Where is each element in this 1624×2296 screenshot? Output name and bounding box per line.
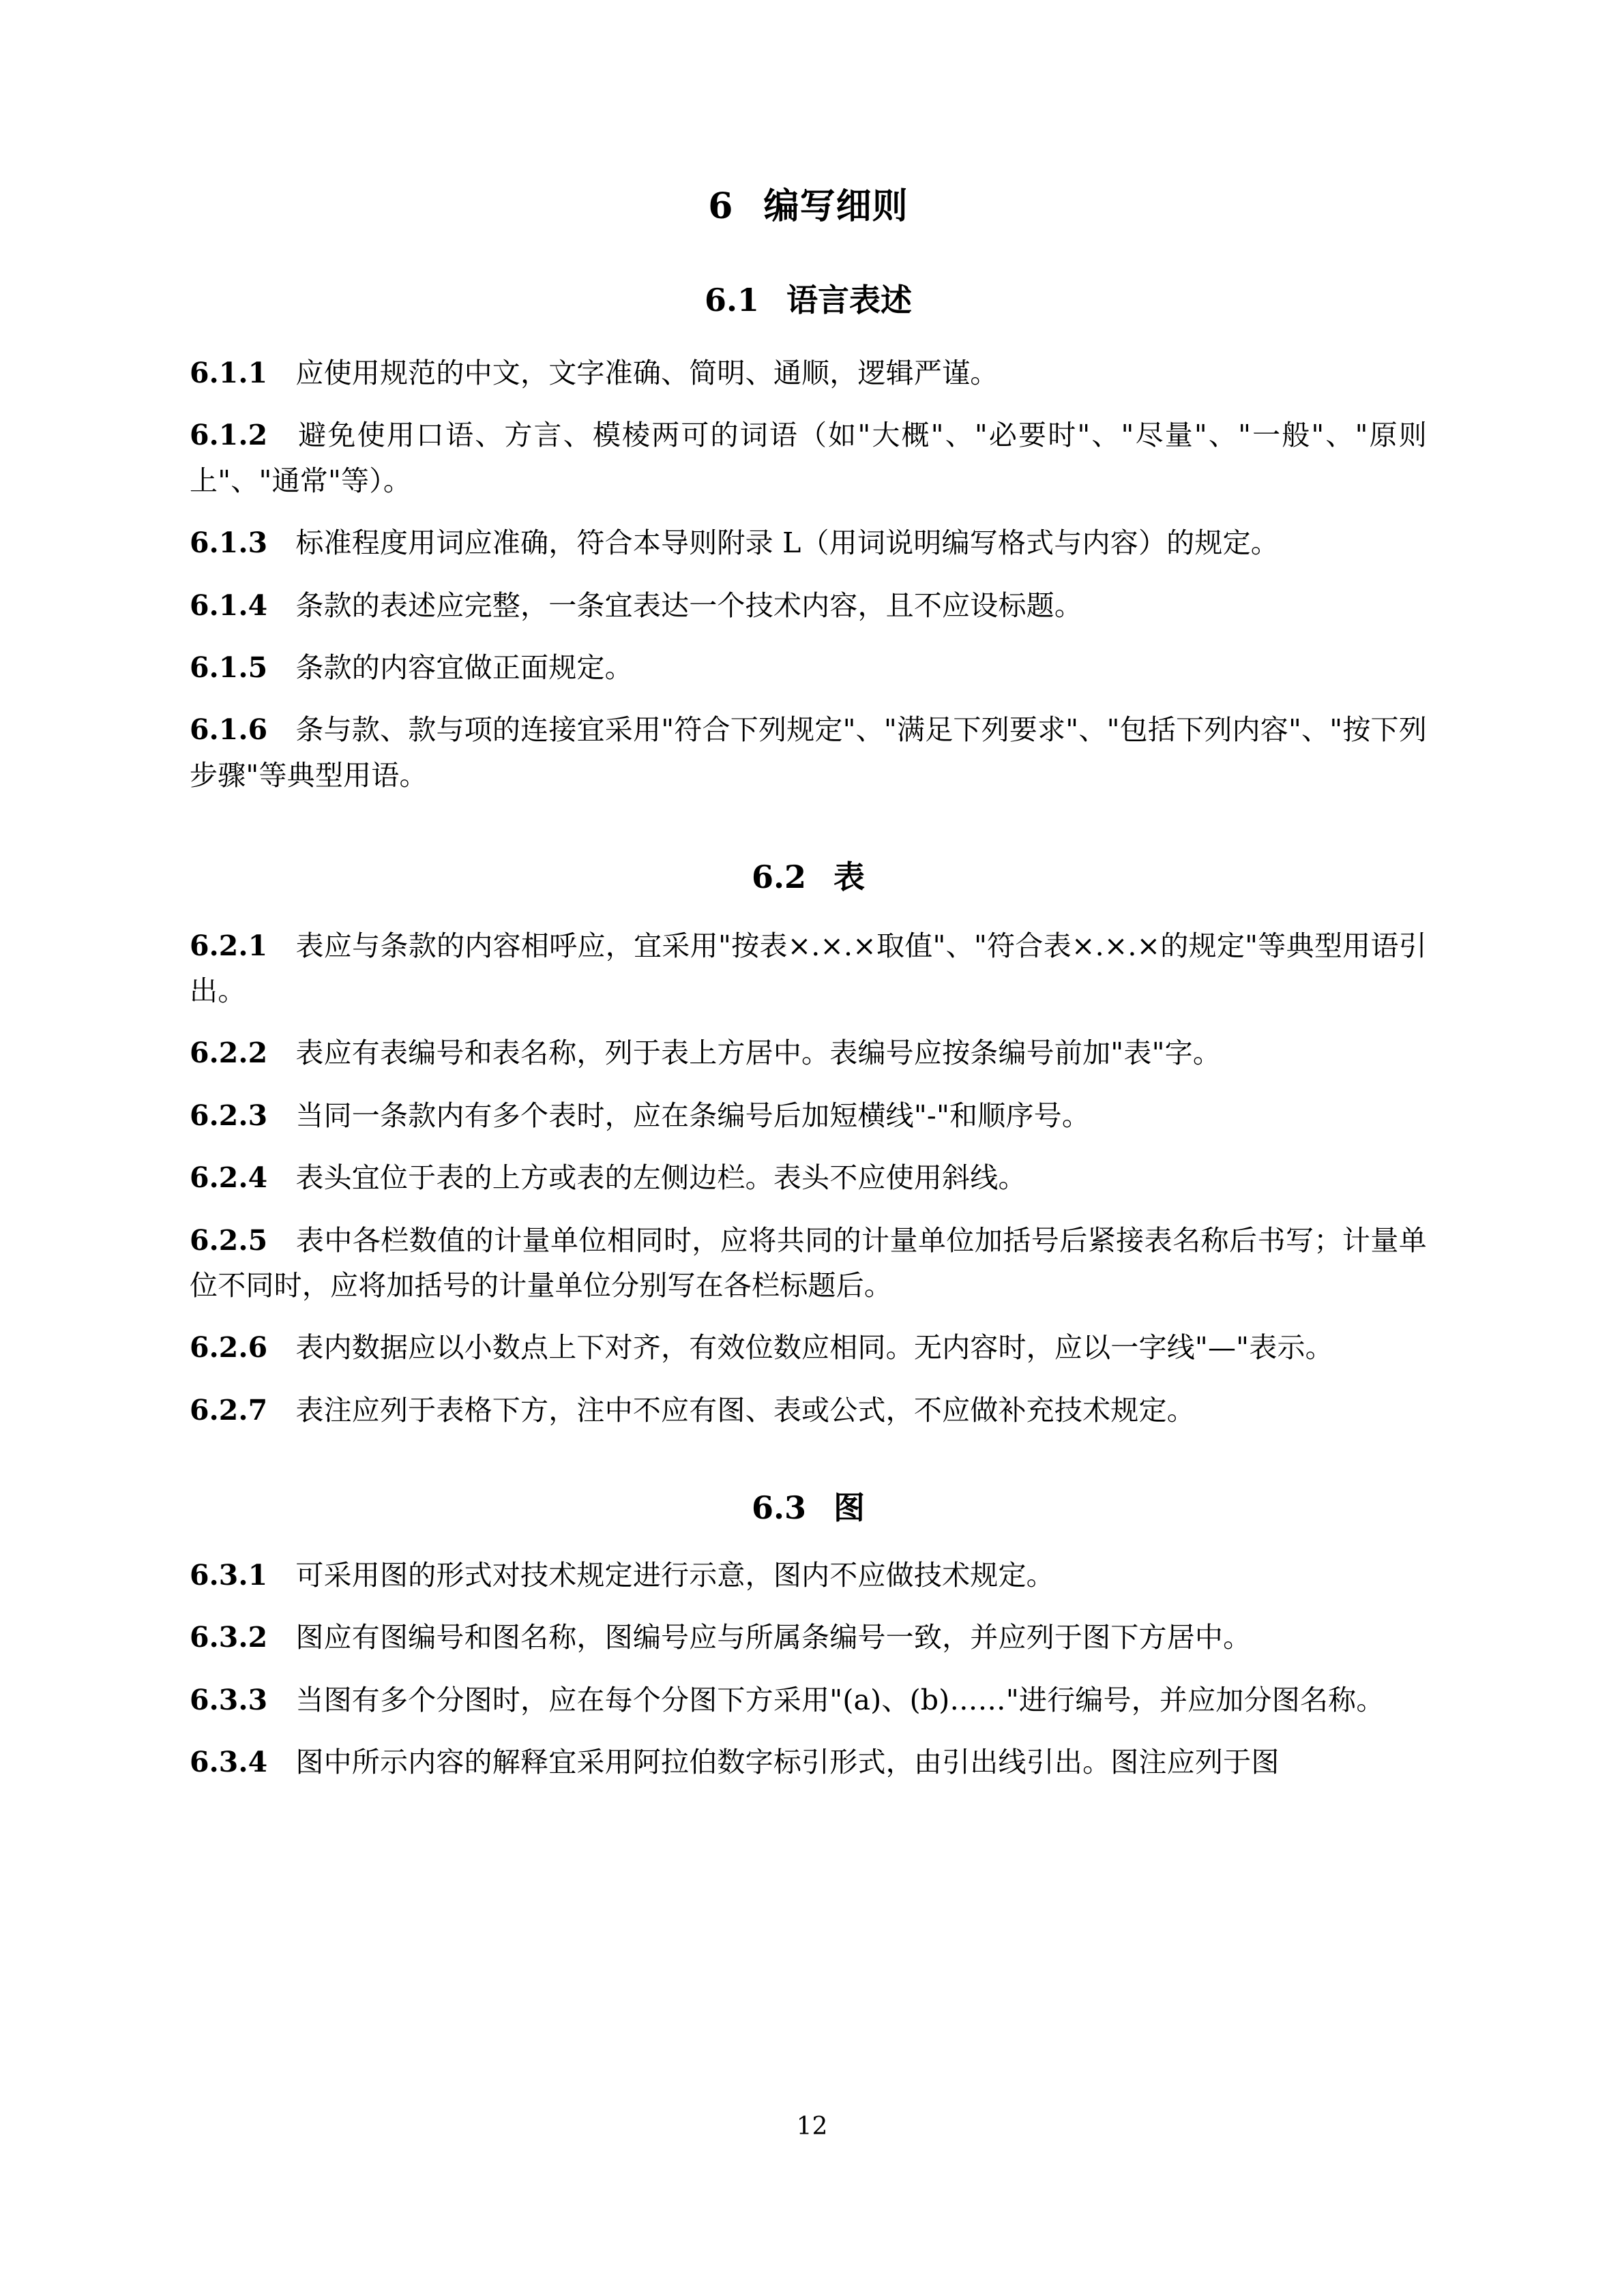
clause-6-2-2 xyxy=(190,1013,1427,1075)
section-heading-6-1 xyxy=(190,228,1427,320)
clause-number: 6.2.7 xyxy=(190,1393,268,1427)
clause-number: 6.2.4 xyxy=(190,1161,268,1195)
clause-number: 6.2.1 xyxy=(190,929,268,962)
clause-6-2-5 xyxy=(190,1201,1427,1309)
clause-text: 表头宜位于表的上方或表的左侧边栏。表头不应使用斜线。 xyxy=(295,1161,1027,1195)
section-title-6-1: 语言表述 xyxy=(786,282,913,319)
clause-group-6-3 xyxy=(190,1528,1427,1785)
clause-number: 6.1.1 xyxy=(190,356,268,389)
section-heading-6-3 xyxy=(190,1433,1427,1528)
clause-6-3-2 xyxy=(190,1598,1427,1660)
clause-6-2-1 xyxy=(190,923,1427,1014)
clause-number: 6.3.4 xyxy=(190,1746,268,1779)
section-number-6-1: 6.1 xyxy=(704,282,760,319)
clause-6-1-3 xyxy=(190,503,1427,565)
clause-text: 表注应列于表格下方，注中不应有图、表或公式，不应做补充技术规定。 xyxy=(295,1393,1195,1427)
clause-6-1-5 xyxy=(190,628,1427,690)
clause-number: 6.1.6 xyxy=(190,713,268,747)
page-number: 12 xyxy=(796,2113,828,2141)
clause-6-3-1 xyxy=(190,1553,1427,1598)
clause-group-6-2 xyxy=(190,897,1427,1433)
clause-number: 6.1.5 xyxy=(190,651,268,684)
clause-text: 表中各栏数值的计量单位相同时，应将共同的计量单位加括号后紧接表名称后书写；计量单位不同时，应将加括号的计量单位分别写在各栏标题后。 xyxy=(190,1223,1427,1302)
section-heading-6-2 xyxy=(190,798,1427,897)
clause-6-2-6 xyxy=(190,1308,1427,1370)
clause-6-1-2 xyxy=(190,396,1427,503)
clause-number: 6.3.2 xyxy=(190,1621,268,1654)
clause-text: 表应与条款的内容相呼应，宜采用"按表×.×.×取值"、"符合表×.×.×的规定"等典型用语引出。 xyxy=(190,929,1427,1008)
clause-text: 当图有多个分图时，应在每个分图下方采用"(a)、(b)……"进行编号，并应加分图名称。 xyxy=(295,1683,1385,1716)
section-number-6-2: 6.2 xyxy=(751,859,807,896)
clause-number: 6.1.4 xyxy=(190,588,268,622)
clause-text: 表应有表编号和表名称，列于表上方居中。表编号应按条编号前加"表"字。 xyxy=(295,1037,1222,1070)
clause-number: 6.1.2 xyxy=(190,419,268,452)
chapter-heading xyxy=(190,0,1427,228)
clause-text: 避免使用口语、方言、模棱两可的词语（如"大概"、"必要时"、"尽量"、"一般"、"原则上"、"通常"等）。 xyxy=(190,419,1427,497)
clause-6-1-4 xyxy=(190,566,1427,628)
clause-text: 标准程度用词应准确，符合本导则附录 L（用词说明编写格式与内容）的规定。 xyxy=(295,526,1279,560)
clause-6-2-3 xyxy=(190,1076,1427,1138)
clause-number: 6.3.1 xyxy=(190,1558,268,1592)
clause-6-1-1 xyxy=(190,351,1427,396)
clause-number: 6.3.3 xyxy=(190,1683,268,1716)
page-content xyxy=(190,0,1427,1785)
clause-number: 6.1.3 xyxy=(190,526,268,560)
section-number-6-3: 6.3 xyxy=(751,1489,807,1527)
clause-text: 图应有图编号和图名称，图编号应与所属条编号一致，并应列于图下方居中。 xyxy=(295,1621,1252,1654)
clause-6-1-6 xyxy=(190,690,1427,798)
clause-number: 6.2.3 xyxy=(190,1099,268,1132)
clause-text: 图中所示内容的解释宜采用阿拉伯数字标引形式，由引出线引出。图注应列于图 xyxy=(295,1746,1280,1779)
clause-text: 条与款、款与项的连接宜采用"符合下列规定"、"满足下列要求"、"包括下列内容"、"按下列步骤"等典型用语。 xyxy=(190,713,1427,792)
section-title-6-2: 表 xyxy=(833,859,866,896)
clause-number: 6.2.6 xyxy=(190,1331,268,1365)
chapter-title: 编写细则 xyxy=(763,185,909,227)
clause-text: 当同一条款内有多个表时，应在条编号后加短横线"-"和顺序号。 xyxy=(295,1099,1091,1132)
clause-text: 条款的表述应完整，一条宜表达一个技术内容，且不应设标题。 xyxy=(295,588,1083,622)
clause-text: 可采用图的形式对技术规定进行示意，图内不应做技术规定。 xyxy=(295,1558,1054,1592)
clause-group-6-1 xyxy=(190,320,1427,798)
clause-number: 6.2.2 xyxy=(190,1037,268,1070)
clause-6-3-4 xyxy=(190,1723,1427,1785)
clause-6-3-3 xyxy=(190,1660,1427,1723)
chapter-number: 6 xyxy=(708,185,734,227)
clause-6-2-4 xyxy=(190,1138,1427,1200)
clause-number: 6.2.5 xyxy=(190,1223,268,1257)
clause-text: 应使用规范的中文，文字准确、简明、通顺，逻辑严谨。 xyxy=(295,356,999,389)
section-title-6-3: 图 xyxy=(833,1489,866,1527)
clause-text: 条款的内容宜做正面规定。 xyxy=(295,651,633,684)
clause-text: 表内数据应以小数点上下对齐，有效位数应相同。无内容时，应以一字线"—"表示。 xyxy=(295,1331,1333,1365)
clause-6-2-7 xyxy=(190,1371,1427,1433)
